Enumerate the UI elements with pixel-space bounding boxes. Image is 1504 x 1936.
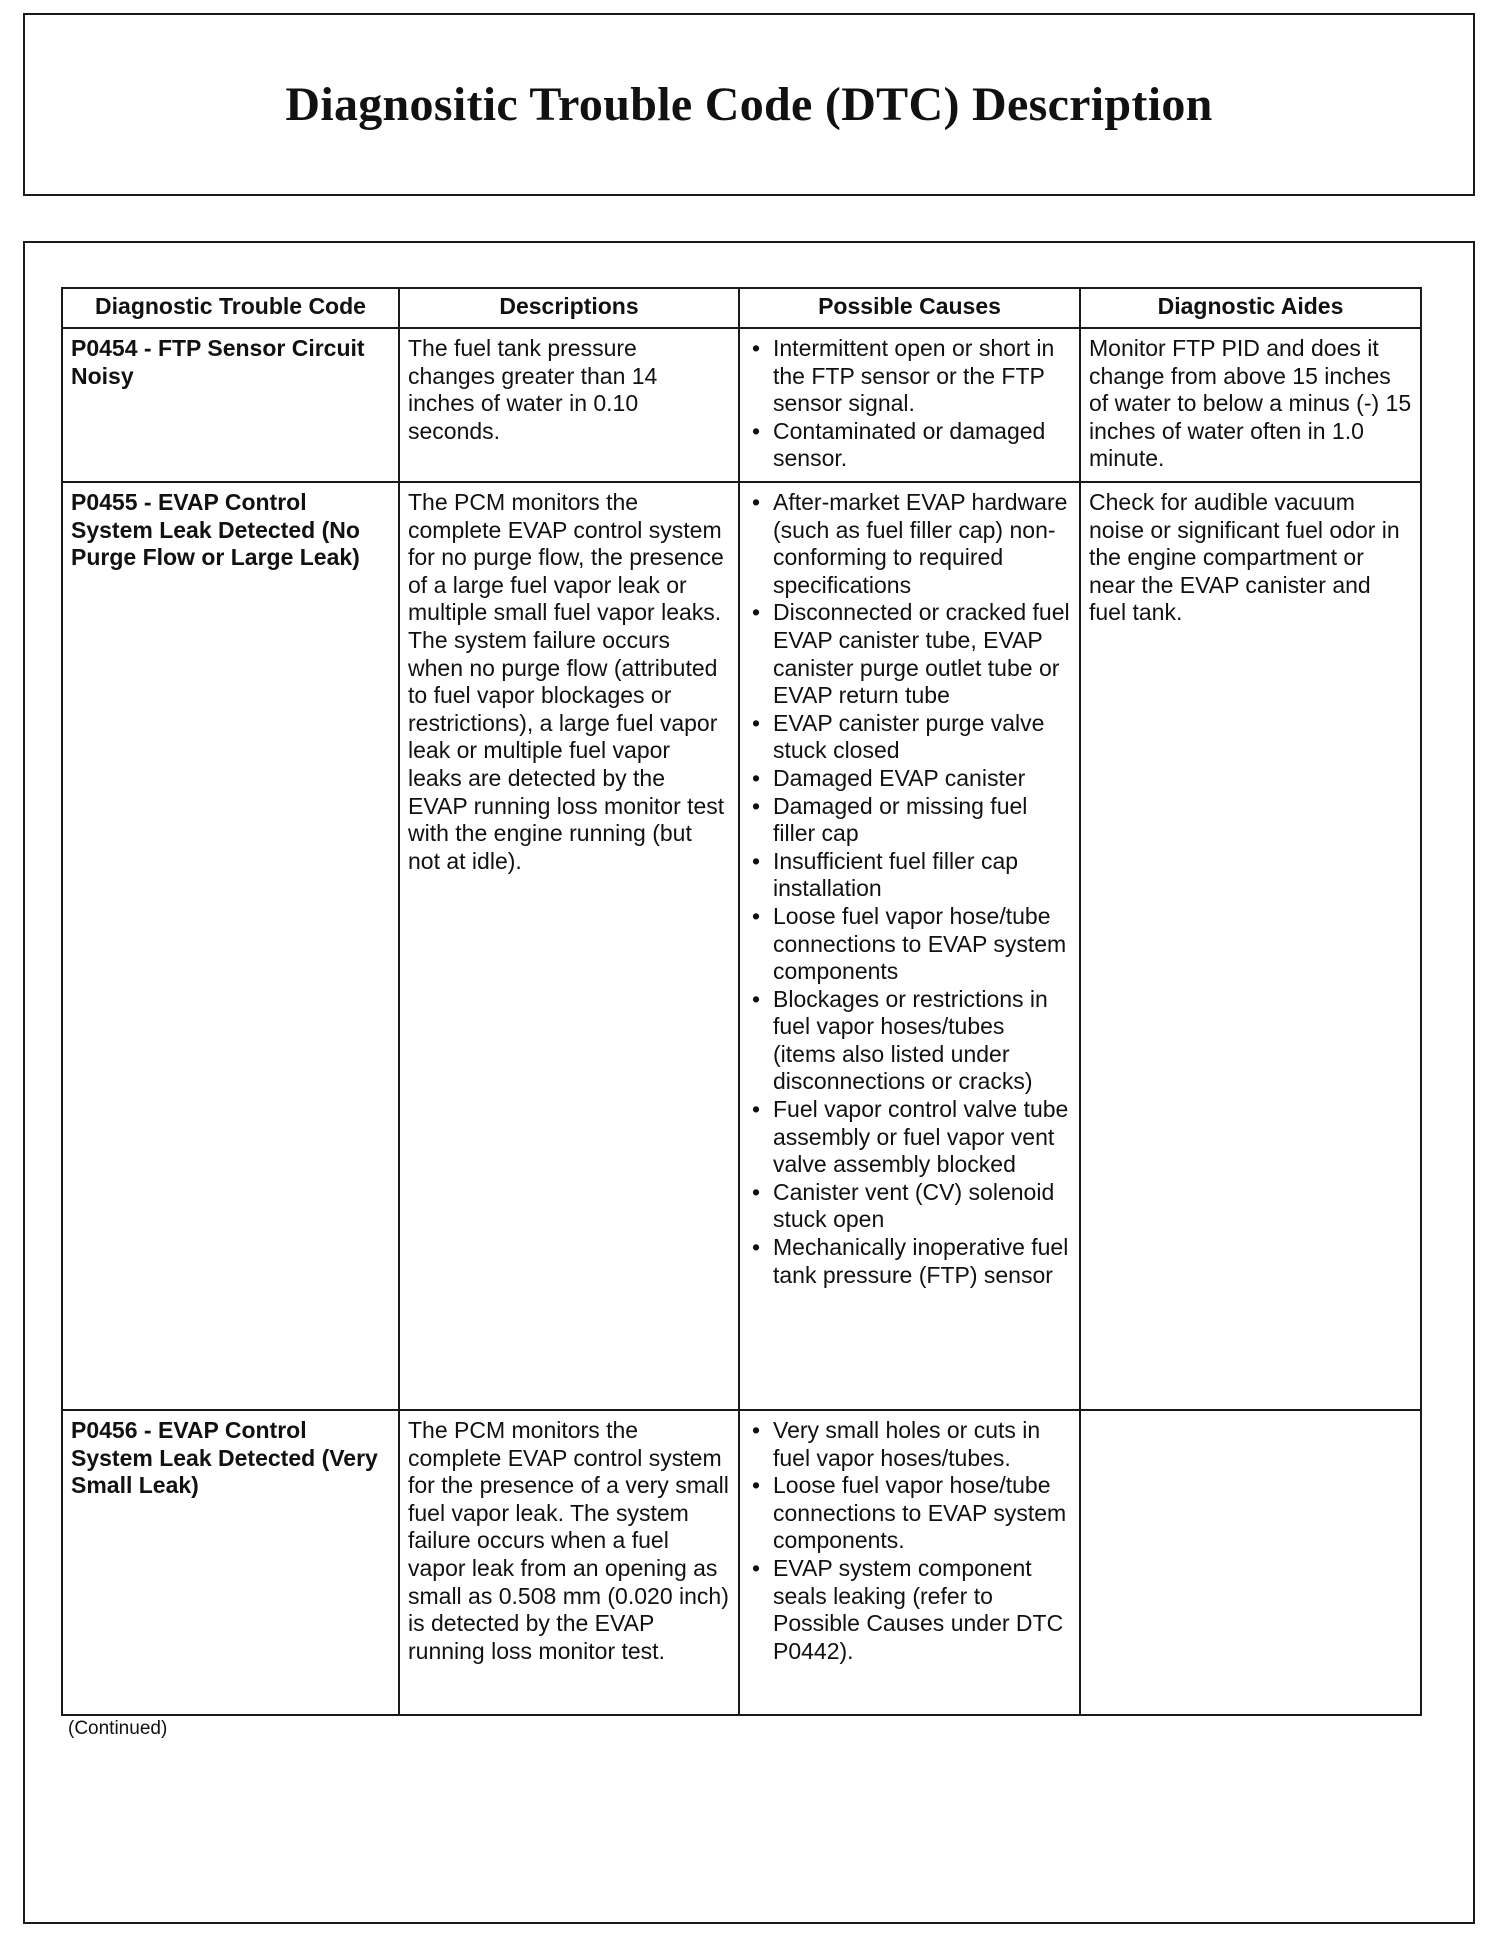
cause-item: • Loose fuel vapor hose/tube connections to EVAP system components bbox=[748, 903, 1071, 986]
cause-item: • EVAP system component seals leaking (refer to Possible Causes under DTC P0442). bbox=[748, 1555, 1071, 1665]
cause-item: • Damaged or missing fuel filler cap bbox=[748, 793, 1071, 848]
cause-item: • EVAP canister purge valve stuck closed bbox=[748, 710, 1071, 765]
continued-note: (Continued) bbox=[68, 1718, 168, 1739]
table-row bbox=[62, 1410, 1421, 1715]
cause-item: • Loose fuel vapor hose/tube connections to EVAP system components. bbox=[748, 1472, 1071, 1555]
causes-list bbox=[748, 1417, 1071, 1665]
title-box bbox=[23, 13, 1475, 196]
dtc-table bbox=[61, 287, 1422, 1716]
causes-cell bbox=[739, 482, 1080, 1410]
aides-cell: Monitor FTP PID and does it change from above 15 inches of water to below a minus (-) 15 inches of water often in 1.0 minute. bbox=[1080, 328, 1421, 482]
header-diagnostic-aides: Diagnostic Aides bbox=[1080, 288, 1421, 328]
table-row bbox=[62, 482, 1421, 1410]
cause-item: • Intermittent open or short in the FTP sensor or the FTP sensor signal. bbox=[748, 335, 1071, 418]
cause-item: • Fuel vapor control valve tube assembly or fuel vapor vent valve assembly blocked bbox=[748, 1096, 1071, 1179]
table-header-row bbox=[62, 288, 1421, 328]
dtc-code: P0454 - FTP Sensor Circuit Noisy bbox=[71, 335, 365, 389]
cause-item: • Disconnected or cracked fuel EVAP canister tube, EVAP canister purge outlet tube or EVAP return tube bbox=[748, 599, 1071, 709]
dtc-code: P0455 - EVAP Control System Leak Detected (No Purge Flow or Large Leak) bbox=[71, 489, 360, 571]
cause-item: • Contaminated or damaged sensor. bbox=[748, 418, 1071, 473]
header-possible-causes: Possible Causes bbox=[739, 288, 1080, 328]
causes-list bbox=[748, 335, 1071, 473]
table-row bbox=[62, 328, 1421, 482]
header-dtc: Diagnostic Trouble Code bbox=[62, 288, 399, 328]
aides-cell: Check for audible vacuum noise or significant fuel odor in the engine compartment or near the EVAP canister and fuel tank. bbox=[1080, 482, 1421, 1410]
causes-list bbox=[748, 489, 1071, 1289]
dtc-code-cell bbox=[62, 328, 399, 482]
causes-cell bbox=[739, 328, 1080, 482]
cause-item: • Blockages or restrictions in fuel vapor hoses/tubes (items also listed under disconnections or cracks) bbox=[748, 986, 1071, 1096]
cause-item: • Mechanically inoperative fuel tank pressure (FTP) sensor bbox=[748, 1234, 1071, 1289]
cause-item: • Canister vent (CV) solenoid stuck open bbox=[748, 1179, 1071, 1234]
cause-item: • Very small holes or cuts in fuel vapor hoses/tubes. bbox=[748, 1417, 1071, 1472]
dtc-code-cell bbox=[62, 482, 399, 1410]
description-cell: The fuel tank pressure changes greater than 14 inches of water in 0.10 seconds. bbox=[399, 328, 739, 482]
dtc-code: P0456 - EVAP Control System Leak Detected (Very Small Leak) bbox=[71, 1417, 378, 1499]
dtc-code-cell bbox=[62, 1410, 399, 1715]
causes-cell bbox=[739, 1410, 1080, 1715]
description-cell: The PCM monitors the complete EVAP control system for no purge flow, the presence of a large fuel vapor leak or multiple small fuel vapor leaks. The system failure occurs when no purge flow (attributed to fuel vapor blockages or restrictions), a large fuel vapor leak or multiple fuel vapor leaks are detected by the EVAP running loss monitor test with the engine running (but not at idle). bbox=[399, 482, 739, 1410]
cause-item: • Insufficient fuel filler cap installation bbox=[748, 848, 1071, 903]
description-cell: The PCM monitors the complete EVAP control system for the presence of a very small fuel vapor leak. The system failure occurs when a fuel vapor leak from an opening as small as 0.508 mm (0.020 inch) is detected by the EVAP running loss monitor test. bbox=[399, 1410, 739, 1715]
page-title: Diagnositic Trouble Code (DTC) Description bbox=[285, 78, 1213, 131]
aides-cell bbox=[1080, 1410, 1421, 1715]
cause-item: • After-market EVAP hardware (such as fuel filler cap) non-conforming to required specifications bbox=[748, 489, 1071, 599]
cause-item: • Damaged EVAP canister bbox=[748, 765, 1071, 793]
header-descriptions: Descriptions bbox=[399, 288, 739, 328]
